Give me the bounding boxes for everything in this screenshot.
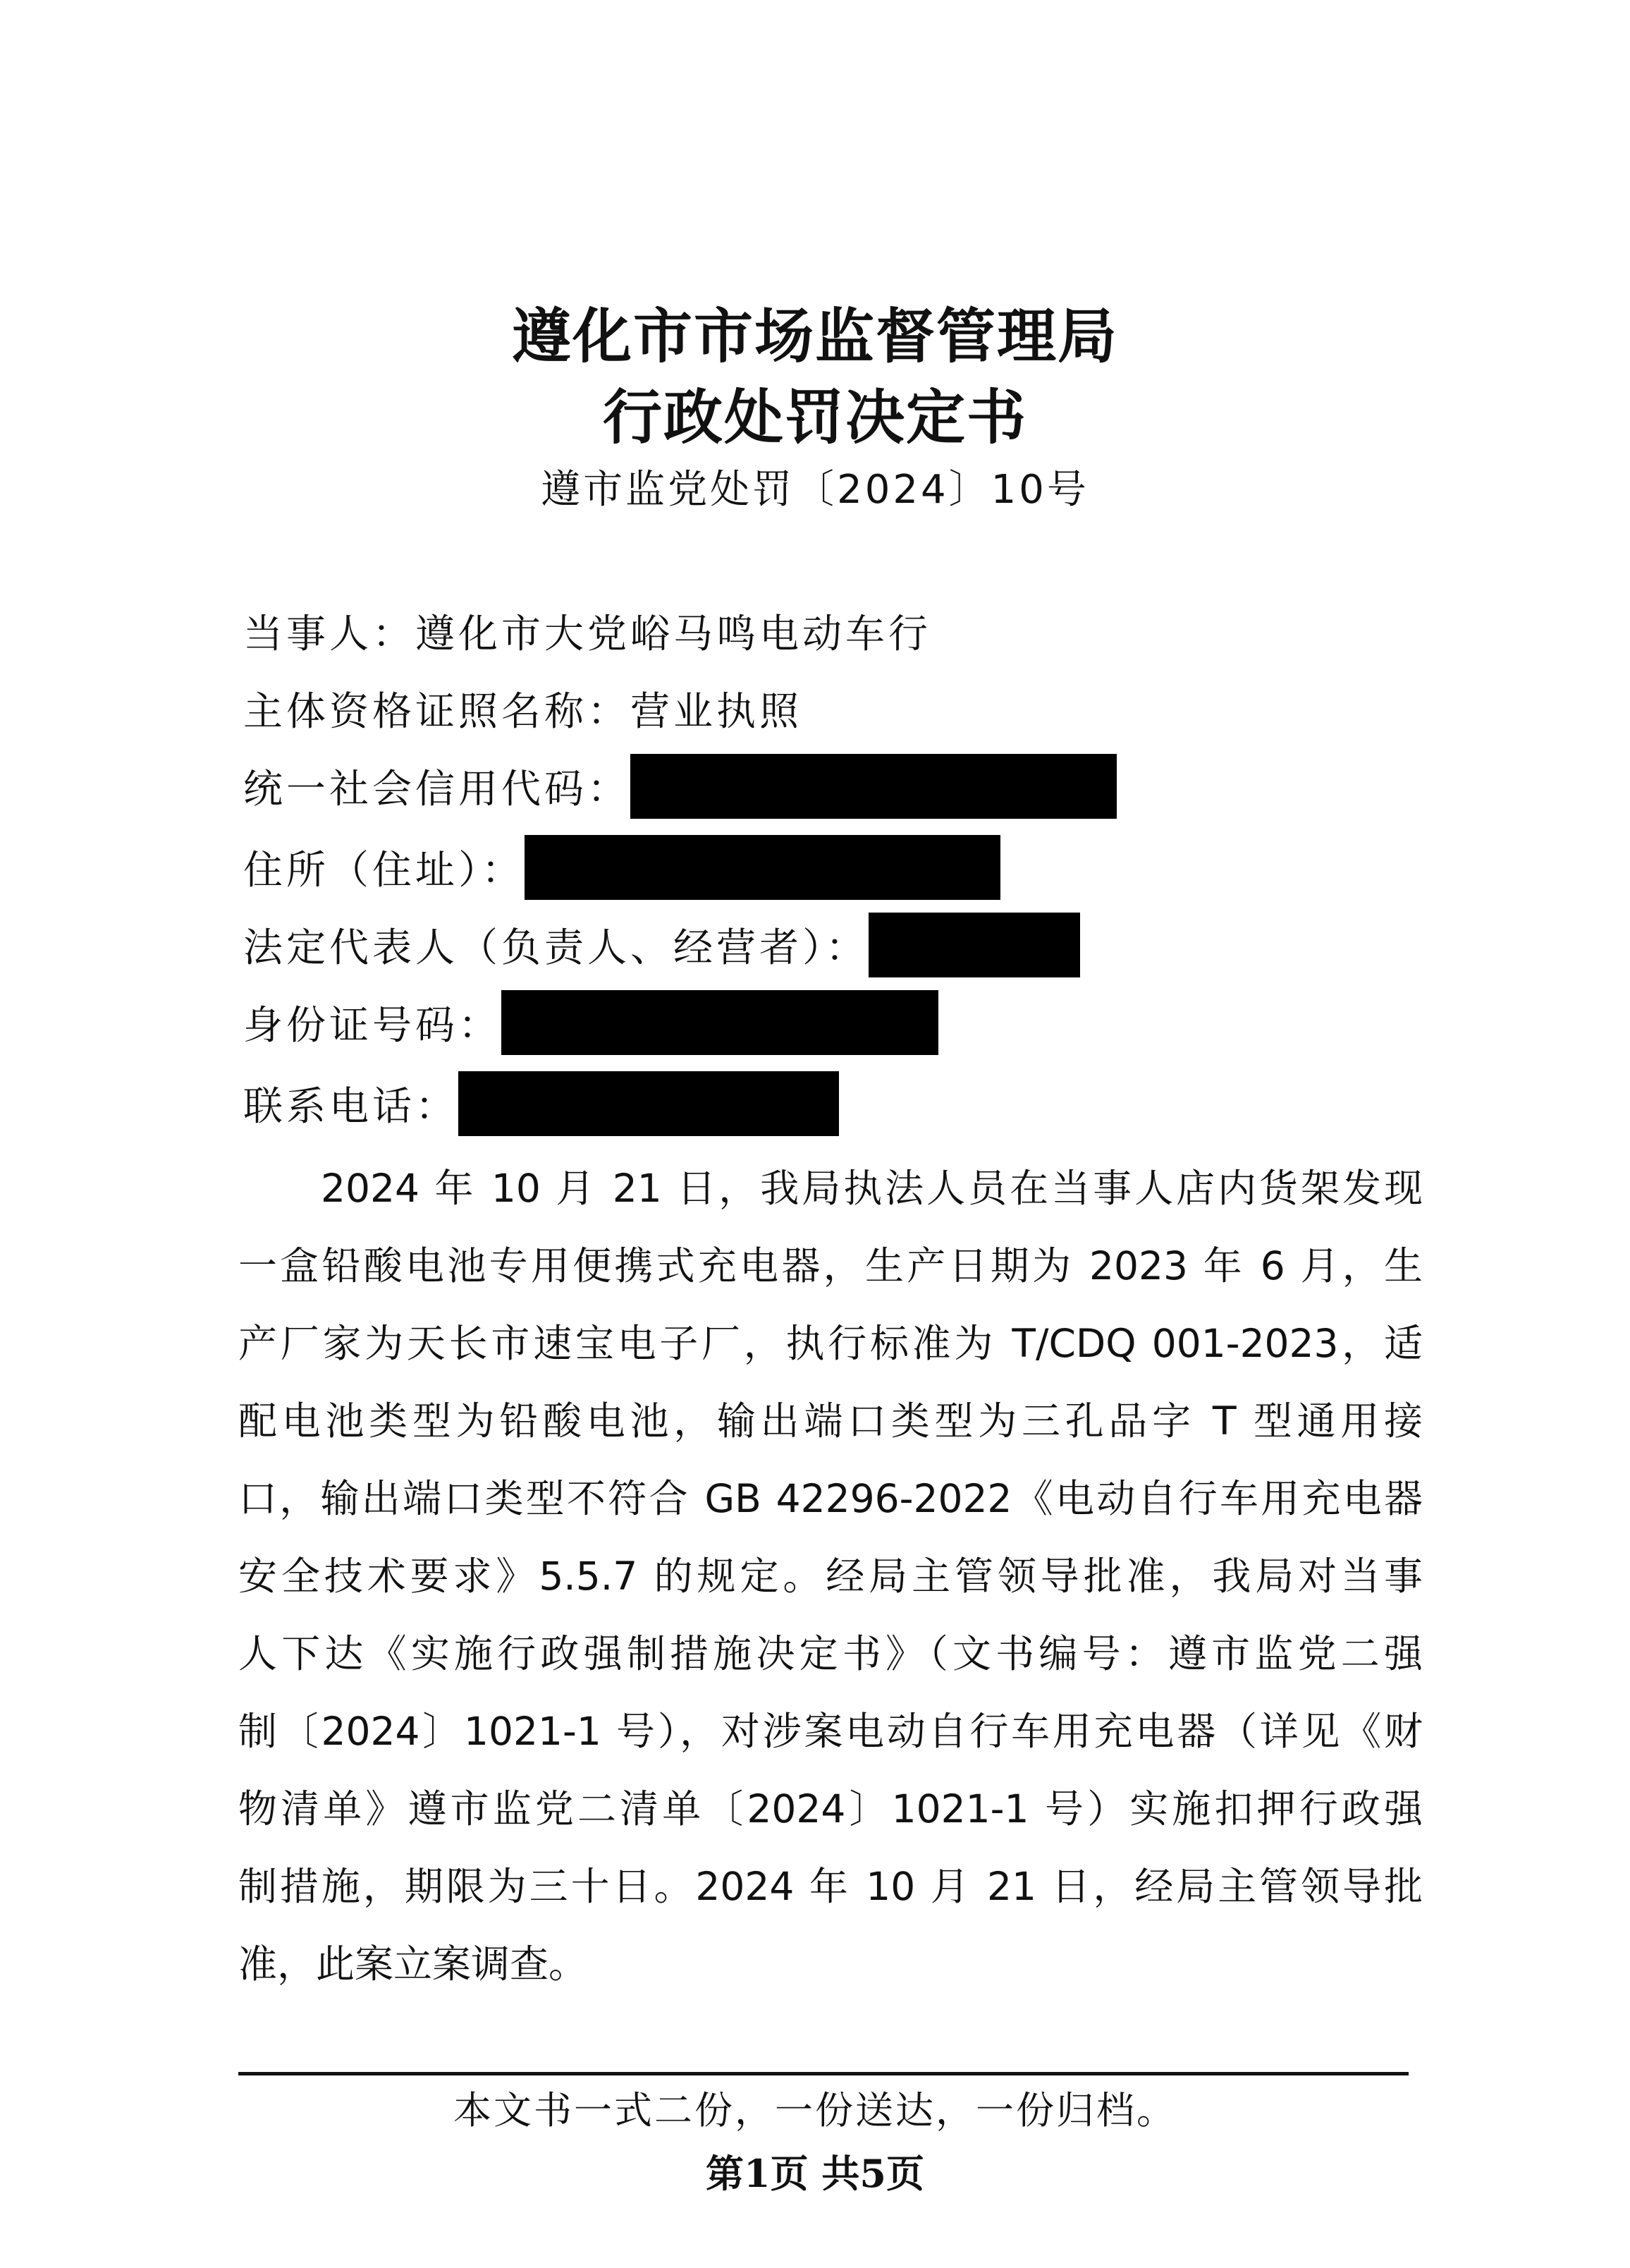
address-redaction (525, 835, 1000, 900)
legal-rep-field (243, 910, 1080, 980)
footer-note: 本文书一式二份，一份送达，一份归档。 (453, 2088, 1177, 2133)
phone-redaction (458, 1071, 839, 1136)
license-name-text: 主体资格证照名称：营业执照 (243, 689, 802, 735)
address-field (243, 832, 1000, 903)
document-number: 遵市监党处罚〔2024〕10号 (541, 467, 1089, 513)
body-line: 产厂家为天长市速宝电子厂，执行标准为 T/CDQ 001-2023，适 (238, 1321, 1423, 1366)
id-number-field (243, 987, 938, 1058)
agency-title: 遵化市市场监督管理局 (511, 301, 1118, 371)
body-line: 安全技术要求》5.5.7 的规定。经局主管领导批准，我局对当事 (238, 1554, 1423, 1599)
credit-code-field (243, 751, 1117, 822)
body-line: 配电池类型为铅酸电池，输出端口类型为三孔品字 T 型通用接 (238, 1398, 1423, 1444)
id-number-label: 身份证号码： (243, 1003, 501, 1049)
footer-divider (238, 2072, 1409, 2075)
body-line: 口，输出端口类型不符合 GB 42296-2022《电动自行车用充电器 (238, 1476, 1423, 1521)
license-name-field (243, 673, 802, 744)
credit-code-label: 统一社会信用代码： (243, 767, 630, 812)
phone-label: 联系电话： (243, 1084, 458, 1130)
page-number: 第1页 共5页 (706, 2151, 924, 2196)
credit-code-redaction (630, 754, 1117, 819)
id-number-redaction (501, 990, 938, 1055)
body-line: 准，此案立案调查。 (238, 1941, 588, 1987)
phone-field (243, 1068, 839, 1139)
party-text: 当事人：遵化市大党峪马鸣电动车行 (243, 611, 931, 657)
legal-rep-redaction (869, 913, 1080, 977)
document-title: 行政处罚决定书 (602, 382, 1027, 452)
address-label: 住所（住址）： (243, 848, 525, 894)
body-line: 物清单》遵市监党二清单〔2024〕1021-1 号）实施扣押行政强 (238, 1786, 1423, 1831)
legal-rep-label: 法定代表人（负责人、经营者）： (243, 925, 869, 971)
body-line: 一盒铅酸电池专用便携式充电器，生产日期为 2023 年 6 月，生 (238, 1243, 1423, 1288)
body-line: 2024 年 10 月 21 日，我局执法人员在当事人店内货架发现 (321, 1166, 1423, 1211)
body-line: 制〔2024〕1021-1 号），对涉案电动自行车用充电器（详见《财 (238, 1709, 1423, 1754)
party-field (243, 596, 931, 666)
body-line: 制措施，期限为三十日。2024 年 10 月 21 日，经局主管领导批 (238, 1864, 1423, 1909)
body-line: 人下达《实施行政强制措施决定书》（文书编号：遵市监党二强 (238, 1631, 1423, 1676)
